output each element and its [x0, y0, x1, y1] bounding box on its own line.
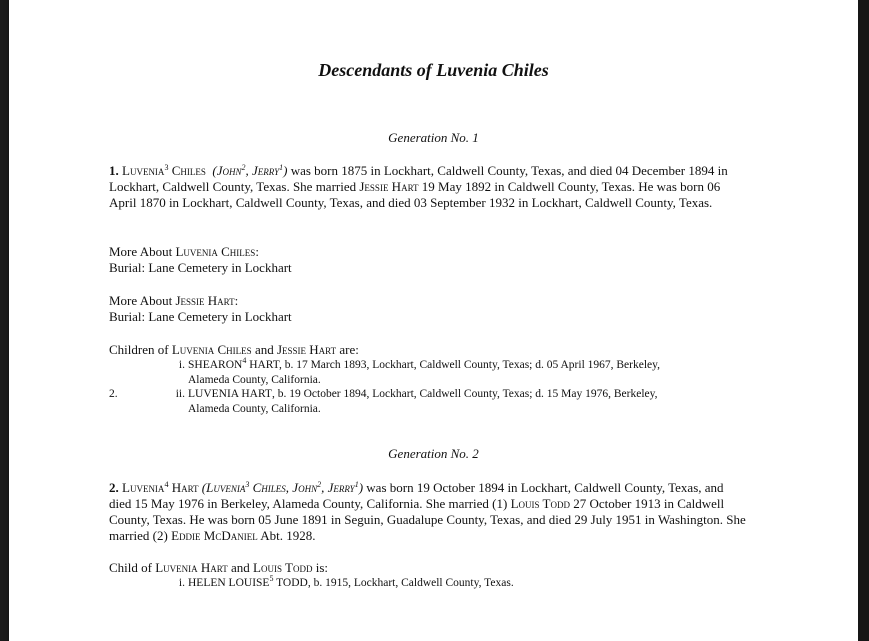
child-text: SHEARON$^4$ HART, b. 17 March 1893, Lockhart, Caldwell County, Texas; d. 05 April 1967, Berkeley, Alameda County, California. — [188, 356, 661, 386]
entry-text-b: 27 October 1913 in Caldwell County, Texas. He was born 05 June 1891 in Seguin, Guadalupe County, Texas, and died 29 July 1951 in Washington. She married (2) — [109, 496, 746, 543]
more-about-luvenia: More About Luvenia Chiles: Burial: Lane Cemetery in Lockhart — [109, 244, 749, 276]
children-intro-2: Child of Luvenia Hart and Louis Todd is: — [109, 560, 328, 575]
document-title: Descendants of Luvenia Chiles — [318, 60, 549, 80]
person-surname: Chiles — [171, 163, 206, 178]
children-intro-1: Children of Luvenia Chiles and Jessie Hart are: — [109, 342, 359, 357]
child-text: LUVENIA HART, b. 19 October 1894, Lockhart, Caldwell County, Texas; d. 15 May 1976, Berkeley, Alameda County, California. — [188, 388, 658, 415]
spouse-1-name: Louis Todd — [510, 496, 570, 511]
person-surname: Hart — [171, 480, 199, 495]
generation-superscript: 3 — [164, 163, 169, 172]
child-text: HELEN LOUISE$^5$ TODD, b. 1915, Lockhart, Caldwell County, Texas. — [188, 574, 514, 589]
more-about-jessie: More About Jessie Hart: Burial: Lane Cemetery in Lockhart — [109, 293, 749, 325]
document-page — [9, 0, 858, 641]
child-entry-3 — [9, 576, 858, 592]
entry-number: 2. — [109, 480, 119, 495]
burial-line: Burial: Lane Cemetery in Lockhart — [109, 309, 292, 324]
spouse-name: Jessie Hart — [359, 179, 419, 194]
child-index: 2. — [109, 388, 118, 400]
child-roman: ii. — [175, 388, 185, 400]
entry-2-paragraph — [109, 480, 749, 544]
generation-1-heading: Generation No. 1 — [388, 130, 479, 145]
entry-text-a: was born 1875 in Lockhart, Caldwell County, Texas, and died 04 December 1894 in Lockhart, Caldwell County, Texas. She married — [109, 163, 728, 194]
viewer-edge — [858, 0, 869, 641]
entry-text-a: was born 19 October 1894 in Lockhart, Caldwell County, Texas, and died 15 May 1976 in Berkeley, Alameda County, California. She married (1) — [109, 480, 724, 511]
ancestry: (John$^2$, Jerry$^1$) — [212, 163, 288, 178]
person-name: Luvenia — [122, 163, 165, 178]
generation-superscript: 4 — [164, 480, 169, 489]
ancestry: (Luvenia$^3$ Chiles, John$^2$, Jerry$^1$) — [201, 480, 364, 495]
generation-2-heading: Generation No. 2 — [388, 446, 479, 461]
spouse-2-name: Eddie McDaniel — [171, 528, 258, 543]
burial-line: Burial: Lane Cemetery in Lockhart — [109, 260, 292, 275]
entry-1-paragraph — [109, 163, 749, 211]
child-roman: i. — [178, 359, 185, 371]
child-entry-1 — [9, 358, 858, 388]
entry-number: 1. — [109, 163, 119, 178]
child-roman: i. — [178, 577, 185, 589]
entry-text-c: Abt. 1928. — [257, 528, 316, 543]
entry-text-b: 19 May 1892 in Caldwell County, Texas. He was born 06 April 1870 in Lockhart, Caldwell County, Texas, and died 03 September 1932 in Lockhart, Caldwell County, Texas. — [109, 179, 721, 210]
person-name: Luvenia — [122, 480, 165, 495]
child-entry-2 — [9, 387, 858, 417]
